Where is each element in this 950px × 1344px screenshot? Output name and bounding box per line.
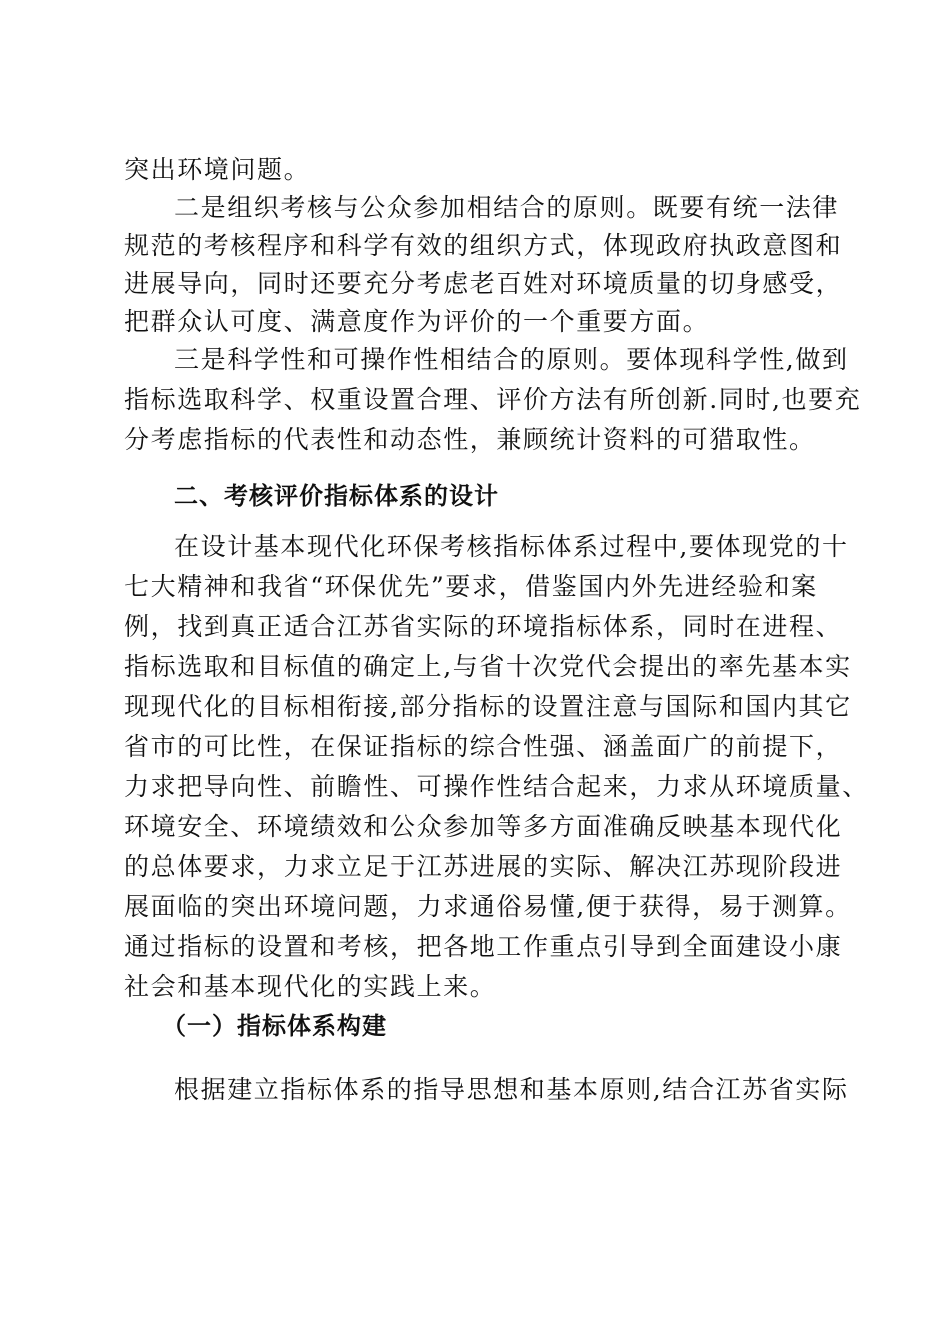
paragraph-line: 通过指标的设置和考核，把各地工作重点引导到全面建设小康 (124, 932, 843, 961)
paragraph-line: 把群众认可度、满意度作为评价的一个重要方面。 (124, 307, 710, 336)
paragraph-line: 现现代化的目标相衔接,部分指标的设置注意与国际和国内其它 (124, 692, 852, 721)
paragraph-line: 二是组织考核与公众参加相结合的原则。既要有统一法律 (174, 193, 840, 222)
paragraph-line: 进展导向，同时还要充分考虑老百姓对环境质量的切身感受， (124, 269, 843, 298)
paragraph-line: 社会和基本现代化的实践上来。 (124, 972, 497, 1001)
paragraph-line: 指标选取和目标值的确定上,与省十次党代会提出的率先基本实 (124, 652, 852, 681)
paragraph-line: 例，找到真正适合江苏省实际的环境指标体系，同时在进程、 (124, 612, 843, 641)
paragraph-line: 三是科学性和可操作性相结合的原则。要体现科学性,做到 (174, 345, 849, 374)
paragraph-line: 七大精神和我省“环保优先”要求，借鉴国内外先进经验和案 (124, 572, 818, 601)
paragraph-line: 展面临的突出环境问题，力求通俗易懂,便于获得，易于测算。 (124, 892, 852, 921)
paragraph-line: 根据建立指标体系的指导思想和基本原则,结合江苏省实际 (174, 1075, 849, 1104)
paragraph-line: 的总体要求，力求立足于江苏进展的实际、解决江苏现阶段进 (124, 852, 843, 881)
paragraph-line: 省市的可比性，在保证指标的综合性强、涵盖面广的前提下， (124, 732, 843, 761)
paragraph-line: 规范的考核程序和科学有效的组织方式，体现政府执政意图和 (124, 231, 843, 260)
paragraph-line: 突出环境问题。 (124, 155, 311, 184)
subsection-heading: （一）指标体系构建 (162, 1012, 387, 1040)
paragraph-line: 指标选取科学、权重设置合理、评价方法有所创新.同时,也要充 (124, 385, 862, 414)
paragraph-line: 力求把导向性、前瞻性、可操作性结合起来，力求从环境质量、 (124, 772, 869, 801)
paragraph-line: 分考虑指标的代表性和动态性，兼顾统计资料的可猎取性。 (124, 425, 816, 454)
paragraph-line: 环境安全、环境绩效和公众参加等多方面准确反映基本现代化 (124, 812, 843, 841)
section-heading: 二、考核评价指标体系的设计 (174, 482, 499, 510)
paragraph-line: 在设计基本现代化环保考核指标体系过程中,要体现党的十 (174, 532, 849, 561)
